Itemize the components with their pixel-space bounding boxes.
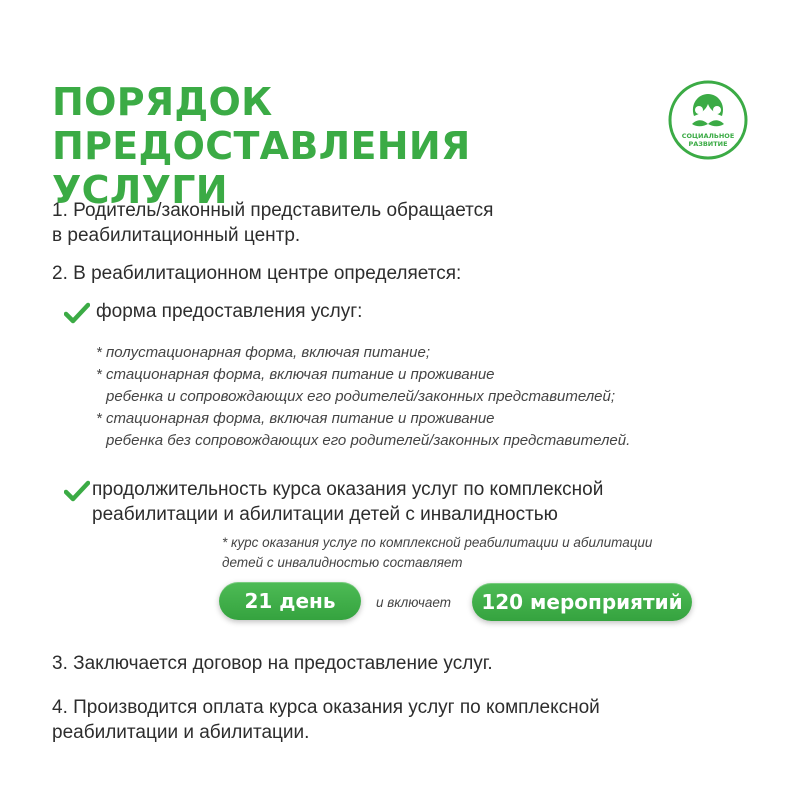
form-option-1 [96,342,430,364]
form-option-2-line-1: * стационарная форма, включая питание и проживание [96,366,495,383]
days-badge: 21 день [219,582,361,620]
check-icon [64,302,90,324]
form-option-3-line-1: * стационарная форма, включая питание и проживание [96,410,495,427]
duration-note-line-1: * курс оказания услуг по комплексной реабилитации и абилитации [222,535,653,550]
page-title [52,80,652,212]
form-label-text: форма предоставления услуг: [96,301,363,322]
step-1-line-2: в реабилитационный центр. [52,225,301,246]
duration-line-1: продолжительность курса оказания услуг по комплексной [92,479,604,500]
step-3 [52,651,493,676]
form-option-2-line-2: ребенка и сопровождающих его родителей/законных представителей; [106,388,616,405]
page-title-line-2: УСЛУГИ [52,168,228,212]
check-icon [64,480,90,502]
step-4-line-2: реабилитации и абилитации. [52,722,310,743]
duration-text [92,477,603,527]
step-1 [52,198,493,248]
step-3-line-1: 3. Заключается договор на предоставление услуг. [52,653,493,674]
social-development-logo [668,80,748,160]
people-leaf-logo-icon [668,80,748,160]
logo-text-line-2: РАЗВИТИЕ [688,140,728,148]
step-1-line-1: 1. Родитель/законный представитель обращается [52,200,494,221]
step-4 [52,695,600,745]
duration-note-line-2: детей с инвалидностью составляет [222,555,463,570]
form-option-1-line-1: * полустационарная форма, включая питание; [96,344,431,361]
step-2-heading [52,261,461,286]
logo-text-line-1: СОЦИАЛЬНОЕ [681,132,735,140]
duration-line-2: реабилитации и абилитации детей с инвалидностью [92,504,558,525]
step-4-line-1: 4. Производится оплата курса оказания услуг по комплексной [52,697,600,718]
events-badge: 120 мероприятий [472,583,692,621]
step-2-heading-text: 2. В реабилитационном центре определяется: [52,263,462,284]
form-option-3 [96,408,630,452]
badge-connector: и включает [376,595,451,610]
form-option-2 [96,364,615,408]
page-title-line-1: ПОРЯДОК ПРЕДОСТАВЛЕНИЯ [52,80,471,168]
duration-note [222,533,652,573]
form-label [96,299,362,324]
form-option-3-line-2: ребенка без сопровождающих его родителей/законных представителей. [106,432,631,449]
